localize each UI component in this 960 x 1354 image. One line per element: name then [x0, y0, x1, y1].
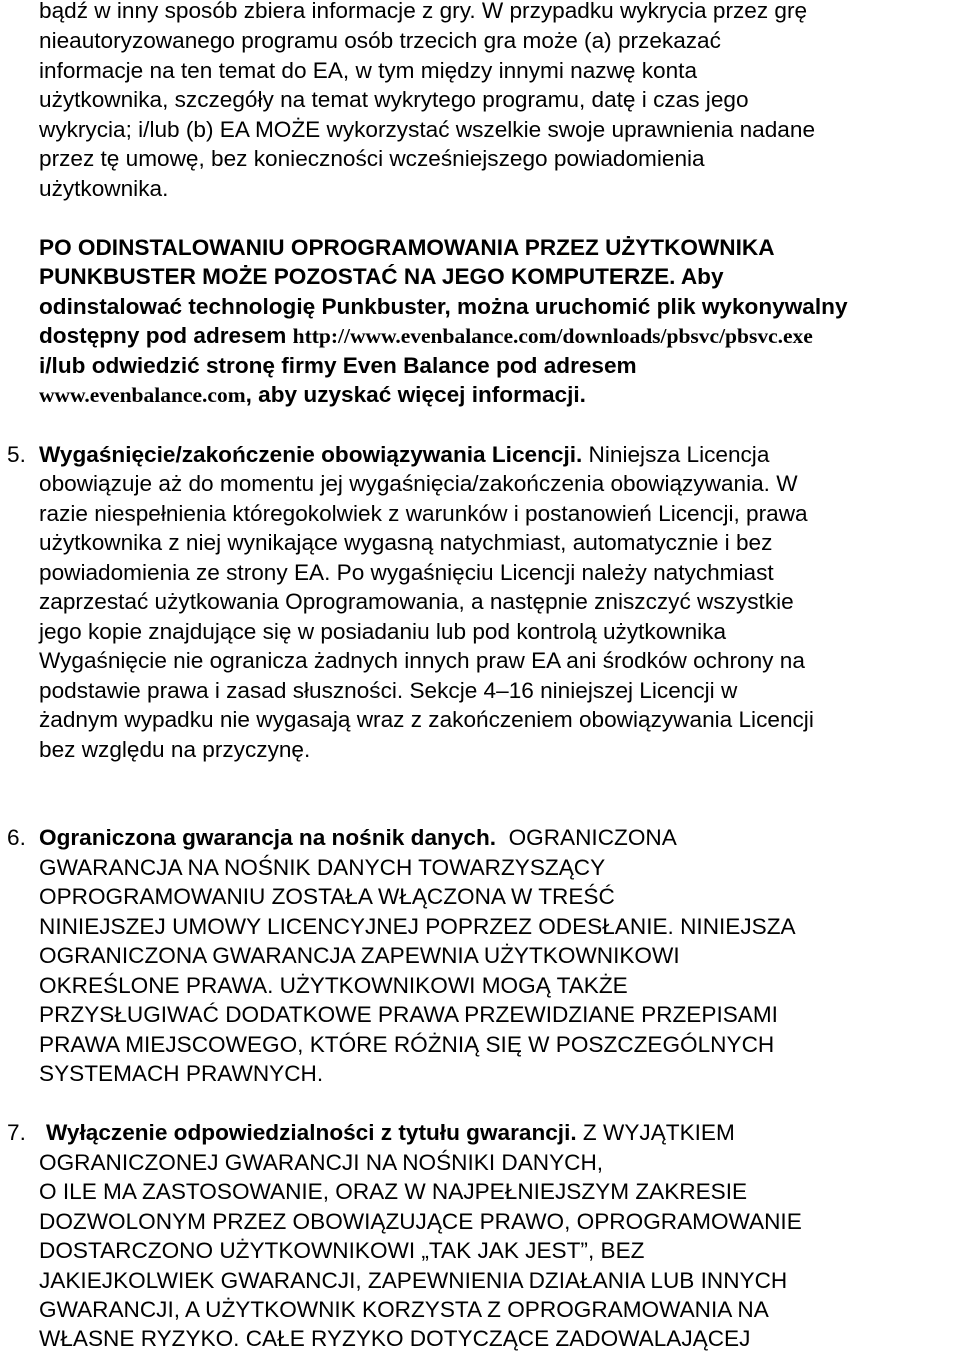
punkbuster-line [39, 380, 586, 410]
section-line: bez względu na przyczynę. [39, 737, 311, 762]
section-line: obowiązuje aż do momentu jej wygaśnięcia/zakończenia obowiązywania. W [39, 471, 798, 496]
intro-line: nieautoryzowanego programu osób trzecich gra może (a) przekazać [39, 28, 721, 53]
intro-line: informacje na ten temat do EA, w tym między innymi nazwę konta [39, 58, 698, 83]
section-number: 5. [7, 442, 26, 467]
section-line: GWARANCJI, A UŻYTKOWNIK KORZYSTA Z OPROGRAMOWANIA NA [39, 1297, 769, 1322]
punkbuster-line: PUNKBUSTER MOŻE POZOSTAĆ NA JEGO KOMPUTERZE. Aby [39, 264, 724, 289]
section-text: OGRANICZONA [496, 825, 677, 850]
section-line: razie niespełnienia któregokolwiek z warunków i postanowień Licencji, prawa [39, 501, 808, 526]
evenbalance-website-link[interactable]: www.evenbalance.com [39, 383, 246, 407]
punkbuster-line: i/lub odwiedzić stronę firmy Even Balance pod adresem [39, 353, 637, 378]
section-first-line [39, 823, 677, 853]
section-line: użytkownika z niej wynikające wygasną natychmiast, automatycznie i bez [39, 530, 773, 555]
section-first-line [39, 440, 769, 470]
section-line: Wygaśnięcie nie ogranicza żadnych innych praw EA ani środków ochrony na [39, 648, 805, 673]
section-line: OGRANICZONA GWARANCJA ZAPEWNIA UŻYTKOWNIKOWI [39, 943, 680, 968]
punkbuster-line: odinstalować technologię Punkbuster, można uruchomić plik wykonywalny [39, 294, 848, 319]
section-line: WŁASNE RYZYKO. CAŁE RYZYKO DOTYCZĄCE ZADOWALAJĄCEJ [39, 1326, 751, 1351]
section-line: JAKIEJKOLWIEK GWARANCJI, ZAPEWNIENIA DZIAŁANIA LUB INNYCH [39, 1268, 788, 1293]
section-heading: Wyłączenie odpowiedzialności z tytułu gwarancji. [46, 1120, 577, 1145]
intro-line: przez tę umowę, bez konieczności wcześniejszego powiadomienia [39, 146, 705, 171]
section-line: OKREŚLONE PRAWA. UŻYTKOWNIKOWI MOGĄ TAKŻE [39, 973, 628, 998]
section-number: 7. [7, 1120, 26, 1145]
section-line: podstawie prawa i zasad słuszności. Sekcje 4–16 niniejszej Licencji w [39, 678, 738, 703]
section-first-line [46, 1118, 735, 1148]
section-line: PRZYSŁUGIWAĆ DODATKOWE PRAWA PRZEWIDZIANE PRZEPISAMI [39, 1002, 778, 1027]
section-line: O ILE MA ZASTOSOWANIE, ORAZ W NAJPEŁNIEJSZYM ZAKRESIE [39, 1179, 748, 1204]
intro-line: bądź w inny sposób zbiera informacje z gry. W przypadku wykrycia przez grę [39, 0, 808, 23]
intro-line: użytkownika. [39, 176, 169, 201]
punkbuster-line: PO ODINSTALOWANIU OPROGRAMOWANIA PRZEZ UŻYTKOWNIKA [39, 235, 775, 260]
punkbuster-line-text: , aby uzyskać więcej informacji. [245, 382, 586, 407]
section-line: powiadomienia ze strony EA. Po wygaśnięciu Licencji należy natychmiast [39, 560, 774, 585]
punkbuster-line-text: dostępny pod adresem [39, 323, 293, 348]
section-line: jego kopie znajdujące się w posiadaniu lub pod kontrolą użytkownika [39, 619, 727, 644]
section-line: OPROGRAMOWANIU ZOSTAŁA WŁĄCZONA W TREŚĆ [39, 884, 615, 909]
section-line: OGRANICZONEJ GWARANCJI NA NOŚNIKI DANYCH, [39, 1150, 604, 1175]
punkbuster-line [39, 321, 813, 351]
section-number: 6. [7, 825, 26, 850]
section-line: NINIEJSZEJ UMOWY LICENCYJNEJ POPRZEZ ODESŁANIE. NINIEJSZA [39, 914, 796, 939]
section-line: zaprzestać użytkowania Oprogramowania, a następnie zniszczyć wszystkie [39, 589, 794, 614]
section-line: GWARANCJA NA NOŚNIK DANYCH TOWARZYSZĄCY [39, 855, 606, 880]
section-heading: Ograniczona gwarancja na nośnik danych. [39, 825, 497, 850]
intro-line: wykrycia; i/lub (b) EA MOŻE wykorzystać wszelkie swoje uprawnienia nadane [39, 117, 816, 142]
section-line: DOSTARCZONO UŻYTKOWNIKOWI „TAK JAK JEST”, BEZ [39, 1238, 645, 1263]
punkbuster-download-link[interactable]: http://www.evenbalance.com/downloads/pbsvc/pbsvc.exe [292, 324, 813, 348]
section-text: Z WYJĄTKIEM [576, 1120, 735, 1145]
section-heading: Wygaśnięcie/zakończenie obowiązywania Licencji. [39, 442, 583, 467]
section-line: SYSTEMACH PRAWNYCH. [39, 1061, 324, 1086]
section-line: DOZWOLONYM PRZEZ OBOWIĄZUJĄCE PRAWO, OPROGRAMOWANIE [39, 1209, 802, 1234]
section-line: PRAWA MIEJSCOWEGO, KTÓRE RÓŻNIĄ SIĘ W POSZCZEGÓLNYCH [39, 1032, 775, 1057]
section-text: Niniejsza Licencja [582, 442, 770, 467]
intro-line: użytkownika, szczegóły na temat wykrytego programu, datę i czas jego [39, 87, 749, 112]
section-line: żadnym wypadku nie wygasają wraz z zakończeniem obowiązywania Licencji [39, 707, 814, 732]
